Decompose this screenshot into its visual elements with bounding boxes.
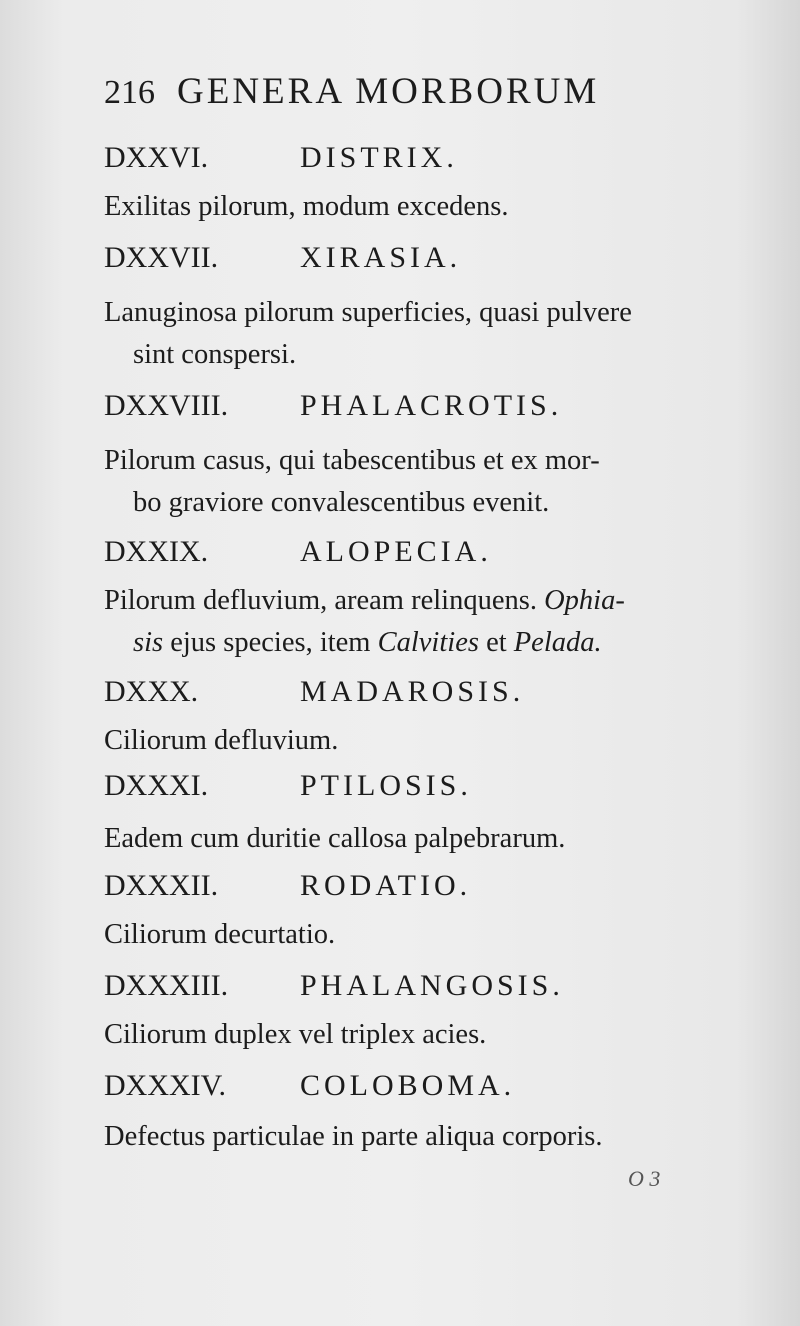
entry-name: RODATIO.	[300, 869, 472, 902]
entry-number: DXXVIII.	[104, 389, 229, 422]
entry-heading	[104, 864, 471, 908]
entry-description: Defectus particulae in parte aliqua corporis.	[104, 1121, 603, 1152]
description-text: Pilorum defluvium, aream relinquens.	[104, 585, 545, 616]
entry-number: DXXXII.	[104, 869, 219, 902]
description-italic: sis	[133, 627, 164, 658]
entry-description: Lanuginosa pilorum superficies, quasi pulvere	[104, 297, 632, 328]
entry-number: DXXVI.	[104, 141, 209, 174]
entry-number: DXXX.	[104, 675, 199, 708]
entry-heading	[104, 764, 472, 808]
entry-name: XIRASIA.	[300, 241, 462, 274]
entry-heading	[104, 530, 492, 574]
running-title: GENERA MORBORUM	[177, 71, 600, 112]
entry-name: PHALACROTIS.	[300, 389, 563, 422]
entry-name: PHALANGOSIS.	[300, 969, 564, 1002]
entry-number: DXXXIII.	[104, 969, 229, 1002]
entry-description	[104, 580, 744, 622]
page-header	[104, 70, 599, 120]
page-number: 216	[104, 74, 155, 111]
description-italic: Calvities	[377, 627, 479, 658]
entry-number: DXXXI.	[104, 769, 209, 802]
description-text: ejus species, item	[163, 627, 378, 658]
entry-description: Ciliorum duplex vel triplex acies.	[104, 1019, 487, 1050]
entry-description: Exilitas pilorum, modum excedens.	[104, 191, 509, 222]
entry-description-continuation	[133, 622, 773, 664]
entry-number: DXXIX.	[104, 535, 209, 568]
signature-mark: O 3	[628, 1166, 661, 1191]
entry-description: Pilorum casus, qui tabescentibus et ex mor-	[104, 445, 600, 476]
entry-name: ALOPECIA.	[300, 535, 492, 568]
entry-number: DXXXIV.	[104, 1069, 226, 1102]
entry-description-continuation: sint conspersi.	[133, 339, 297, 370]
entry-name: MADAROSIS.	[300, 675, 525, 708]
description-text: et	[478, 627, 514, 658]
entry-description: Ciliorum decurtatio.	[104, 919, 336, 950]
description-italic: Pelada.	[513, 627, 602, 658]
entry-name: PTILOSIS.	[300, 769, 472, 802]
entry-heading	[104, 136, 458, 180]
entry-heading	[104, 964, 564, 1008]
entry-heading	[104, 384, 562, 428]
description-italic: Ophia-	[544, 585, 625, 616]
entry-description: Ciliorum defluvium.	[104, 725, 339, 756]
entry-description: Eadem cum duritie callosa palpebrarum.	[104, 823, 566, 854]
entry-heading	[104, 1064, 515, 1108]
entry-description-continuation: bo graviore convalescentibus evenit.	[133, 487, 550, 518]
entry-heading	[104, 670, 524, 714]
entry-heading	[104, 236, 461, 280]
entry-name: DISTRIX.	[300, 141, 458, 174]
entry-name: COLOBOMA.	[300, 1069, 516, 1102]
entry-number: DXXVII.	[104, 241, 219, 274]
